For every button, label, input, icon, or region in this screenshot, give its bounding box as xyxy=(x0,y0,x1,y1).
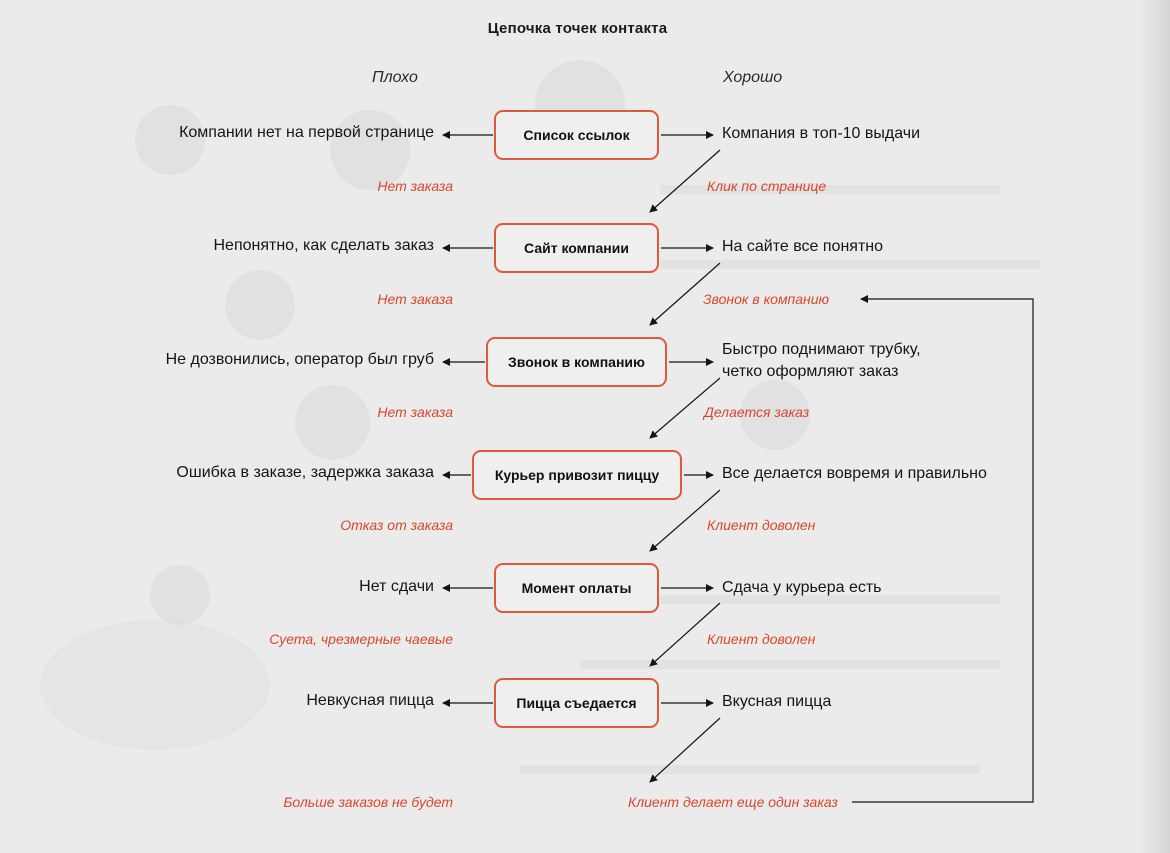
good-result-5: Клиент доволен xyxy=(707,631,816,647)
arrow-next-3 xyxy=(650,378,720,438)
bad-result-4: Отказ от заказа xyxy=(340,517,453,533)
good-result-3: Делается заказ xyxy=(704,404,810,420)
step-box-5: Момент оплаты xyxy=(494,563,659,613)
bad-outcome-5: Нет сдачи xyxy=(359,578,434,595)
arrow-next-4 xyxy=(650,490,720,551)
bad-result-2: Нет заказа xyxy=(377,291,453,307)
bad-result-1: Нет заказа xyxy=(377,178,453,194)
good-outcome-1: Компания в топ-10 выдачи xyxy=(722,125,921,142)
bad-result-5: Суета, чрезмерные чаевые xyxy=(269,631,453,647)
good-result-2: Звонок в компанию xyxy=(703,291,830,307)
good-outcome-6: Вкусная пицца xyxy=(722,693,832,710)
good-outcome-4: Все делается вовремя и правильно xyxy=(722,465,987,482)
column-header-bad: Плохо xyxy=(372,69,418,86)
bad-result-6: Больше заказов не будет xyxy=(283,794,453,810)
step-box-3: Звонок в компанию xyxy=(486,337,667,387)
arrow-next-6 xyxy=(650,718,720,782)
arrow-next-1 xyxy=(650,150,720,212)
arrow-next-5 xyxy=(650,603,720,666)
bad-outcome-1: Компании нет на первой странице xyxy=(179,124,434,141)
step-box-6: Пицца съедается xyxy=(494,678,659,728)
step-box-1: Список ссылок xyxy=(494,110,659,160)
bad-result-3: Нет заказа xyxy=(377,404,453,420)
step-box-2: Сайт компании xyxy=(494,223,659,273)
good-outcome-2: На сайте все понятно xyxy=(722,238,884,255)
good-result-6: Клиент делает еще один заказ xyxy=(628,794,838,810)
good-result-1: Клик по странице xyxy=(707,178,827,194)
bad-outcome-6: Невкусная пицца xyxy=(306,692,434,709)
column-header-good: Хорошо xyxy=(723,69,783,86)
diagram-title: Цепочка точек контакта xyxy=(487,20,668,37)
good-result-4: Клиент доволен xyxy=(707,517,816,533)
bad-outcome-2: Непонятно, как сделать заказ xyxy=(213,237,434,254)
bad-outcome-4: Ошибка в заказе, задержка заказа xyxy=(176,464,434,481)
loop-back-arrow xyxy=(852,299,1033,802)
arrow-next-2 xyxy=(650,263,720,325)
step-box-4: Курьер привозит пиццу xyxy=(472,450,682,500)
good-outcome-5: Сдача у курьера есть xyxy=(722,579,882,596)
good-outcome-3: Быстро поднимают трубку, четко оформляют заказ xyxy=(722,341,921,380)
bad-outcome-3: Не дозвонились, оператор был груб xyxy=(165,351,434,368)
